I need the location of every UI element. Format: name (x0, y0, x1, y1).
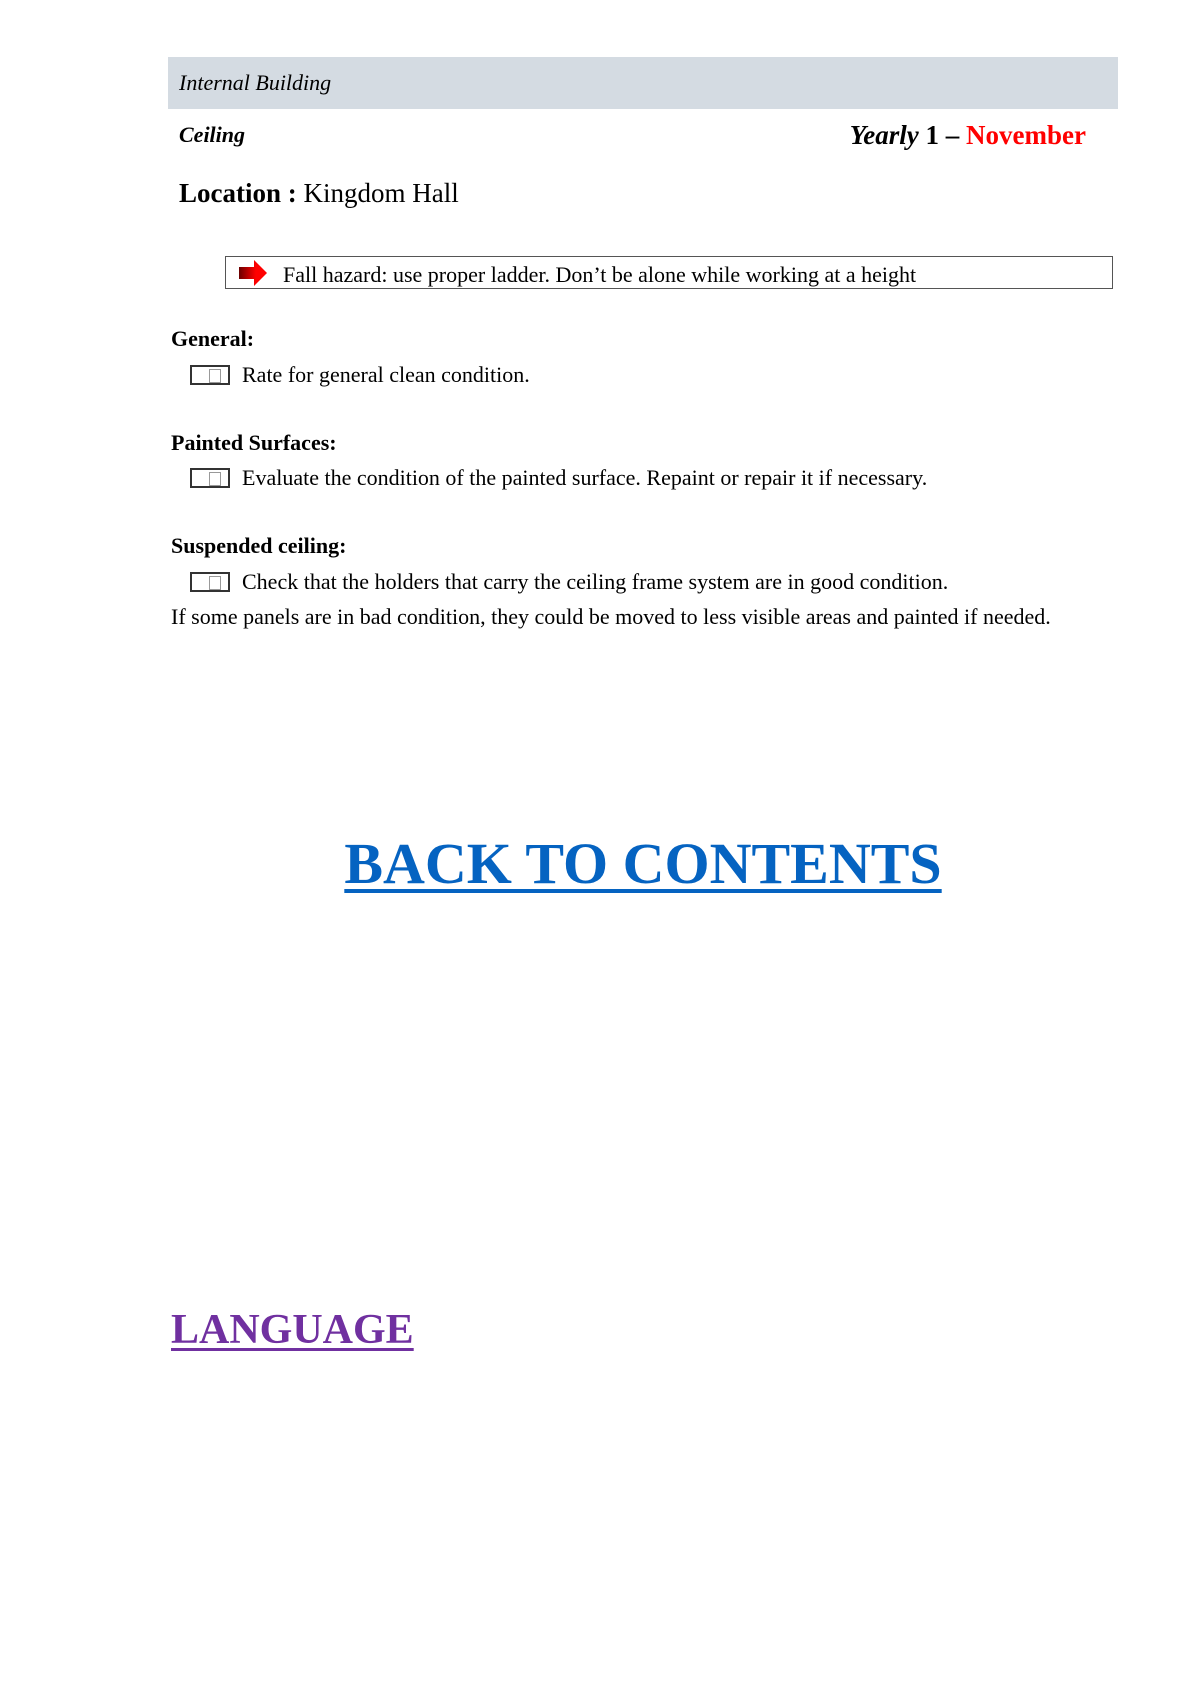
checkbox[interactable] (190, 572, 230, 592)
checklist-text: Rate for general clean condition. (242, 362, 530, 387)
location (179, 178, 459, 209)
schedule-separator: – (945, 120, 960, 150)
red-arrow-right-icon (239, 260, 267, 286)
checklist-text: Evaluate the condition of the painted surface. Repaint or repair it if necessary. (242, 465, 928, 490)
back-to-contents-link[interactable]: BACK TO CONTENTS (344, 831, 942, 896)
schedule (850, 120, 1086, 151)
schedule-frequency: Yearly (849, 120, 919, 150)
checkbox[interactable] (190, 468, 230, 488)
section-title-suspended-ceiling: Suspended ceiling: (171, 533, 347, 558)
checkbox[interactable] (190, 365, 230, 385)
section-title-painted-surfaces: Painted Surfaces: (171, 430, 337, 455)
schedule-month: November (966, 120, 1086, 150)
checklist-item[interactable] (190, 362, 530, 388)
warning-text: Fall hazard: use proper ladder. Don’t be alone while working at a height (283, 262, 917, 287)
warning-box (225, 256, 1113, 289)
checklist-text: Check that the holders that carry the ceiling frame system are in good condition. (242, 569, 949, 594)
checklist-item[interactable] (190, 569, 948, 595)
category-label: Internal Building (179, 70, 332, 95)
language-link[interactable]: LANGUAGE (171, 1307, 414, 1353)
schedule-count: 1 (925, 120, 940, 150)
header-bar (168, 57, 1118, 109)
section-title-general: General: (171, 326, 255, 351)
location-value: Kingdom Hall (303, 178, 459, 208)
location-label: Location : (179, 178, 297, 208)
item-title: Ceiling (179, 122, 246, 147)
note-paragraph: If some panels are in bad condition, they could be moved to less visible areas and painted if needed. (171, 604, 1051, 629)
checklist-item[interactable] (190, 465, 927, 491)
